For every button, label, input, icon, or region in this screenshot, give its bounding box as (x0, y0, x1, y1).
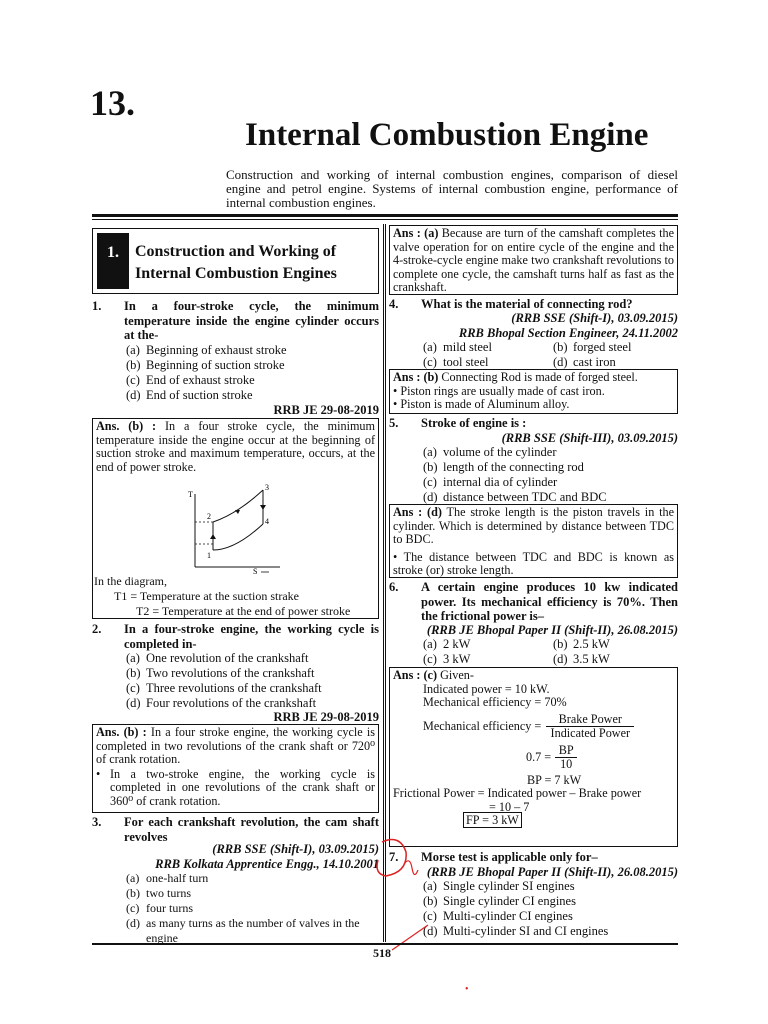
chapter-number: 13. (90, 83, 135, 123)
chapter-intro: Construction and working of internal combustion engines, comparison of diesel engine and petrol engine. Systems of internal combustion engine, performance of internal combustion engines. (226, 167, 678, 210)
question-2-answer: Ans. (b) : In a four stroke engine, the working cycle is completed in two revolutions of the crank shaft or 720⁰ of crank rotation. • In a two-stroke engine, the working cycle is completed in one revolutions of the crank shaft or 360⁰ of crank rotation. (92, 724, 379, 813)
question-2-source: RRB JE 29-08-2019 (273, 710, 379, 724)
question-5-options (423, 445, 678, 505)
question-3-source-1: (RRB SSE (Shift-I), 03.09.2015) (212, 842, 379, 856)
option-continuation: engine (146, 931, 178, 945)
svg-text:2: 2 (207, 512, 211, 521)
question-3: 3. For each crankshaft revolution, the cam shaft revolves (92, 815, 379, 844)
question-4-source-2: RRB Bhopal Section Engineer, 24.11.2002 (458, 326, 678, 340)
question-6: 6. A certain engine produces 10 kw indicated power. Its mechanical efficiency is 70%. Then the frictional power is– (389, 580, 678, 623)
question-1-options (126, 343, 376, 403)
option: (d) as many turns as the number of valves in the (126, 916, 360, 930)
option: (a) Beginning of exhaust stroke (126, 343, 287, 357)
option: (d) Multi-cylinder SI and CI engines (423, 924, 609, 938)
question-4-answer: Ans : (b) Connecting Rod is made of forged steel. • Piston rings are usually made of cast iron. • Piston is made of Aluminum alloy. (389, 369, 678, 414)
svg-text:S: S (253, 567, 258, 576)
footer-rule (92, 943, 678, 945)
question-4: 4. What is the material of connecting rod? (389, 297, 633, 311)
ts-diagram (185, 482, 285, 576)
option: (d) 3.5 kW (553, 652, 610, 666)
option: (b) two turns (126, 886, 191, 900)
option: (a) volume of the cylinder (423, 445, 557, 459)
svg-text:3: 3 (265, 483, 269, 492)
diagram-t1: T1 = Temperature at the suction strake (114, 589, 299, 603)
question-7-options (423, 879, 678, 939)
option: (a) mild steel (423, 340, 492, 354)
question-6-options (423, 637, 678, 667)
question-7-source: (RRB JE Bhopal Paper II (Shift-II), 26.08.2015) (426, 865, 678, 879)
question-7: 7. Morse test is applicable only for– (389, 850, 598, 864)
option: (a) 2 kW (423, 637, 471, 651)
question-4-source-1: (RRB SSE (Shift-I), 03.09.2015) (511, 311, 678, 325)
question-1-source: RRB JE 29-08-2019 (273, 403, 379, 417)
svg-text:T: T (188, 490, 193, 499)
option: (d) cast iron (553, 355, 616, 369)
section-number: 1. (97, 233, 129, 289)
option: (c) End of exhaust stroke (126, 373, 255, 387)
option: (b) Beginning of suction stroke (126, 358, 285, 372)
question-5-answer: Ans : (d) The stroke length is the piston travels in the cylinder. Which is determined by distance between TDC to BDC. • The distance between TDC and BDC is known as stroke (or) stroke length. (389, 504, 678, 578)
option: (c) Multi-cylinder CI engines (423, 909, 573, 923)
option: (c) tool steel (423, 355, 489, 369)
question-2-options (126, 651, 376, 711)
question-3-source-2: RRB Kolkata Apprentice Engg., 14.10.2001 (155, 857, 379, 871)
page-number: 518 (373, 946, 391, 960)
option: (a) One revolution of the crankshaft (126, 651, 309, 665)
question-6-source: (RRB JE Bhopal Paper II (Shift-II), 26.08.2015) (426, 623, 678, 637)
section-title: Construction and Working of Internal Combustion Engines (135, 243, 337, 282)
option: (d) distance between TDC and BDC (423, 490, 607, 504)
question-6-answer: Ans : (c) Given- Indicated power = 10 kW. Mechanical efficiency = 70% Mechanical efficiency = Brake Power Indicated Power 0.7 = $\frac{BP}{10}$ BP = 7 kW Frictional Power = Indicated power – Brake power = 10 – 7 FP = 3 kW (389, 667, 678, 847)
option: (b) Single cylinder CI engines (423, 894, 576, 908)
question-3-options (126, 871, 380, 946)
diagram-t2: T2 = Temperature at the end of power stroke (136, 604, 351, 618)
svg-text:1: 1 (207, 551, 211, 560)
question-1-answer: Ans. (b) : In a four stroke cycle, the minimum temperature inside the engine occur at the beginning of suction stroke and maximum temperature, occurs, at the end of power stroke. (92, 418, 379, 619)
header-rule-thin (92, 219, 678, 220)
option: (b) forged steel (553, 340, 632, 354)
diagram-intro: In the diagram, (94, 574, 167, 588)
option: (b) 2.5 kW (553, 637, 610, 651)
option: (b) Two revolutions of the crankshaft (126, 666, 315, 680)
option: (d) End of suction stroke (126, 388, 253, 402)
pen-dot: • (465, 984, 469, 995)
option: (a) one-half turn (126, 871, 209, 885)
option: (c) Three revolutions of the crankshaft (126, 681, 322, 695)
option: (c) internal dia of cylinder (423, 475, 558, 489)
section-heading (92, 228, 379, 294)
option: (d) Four revolutions of the crankshaft (126, 696, 317, 710)
question-3-answer: Ans : (a) Because are turn of the camshaft completes the valve operation for on entire cycle of the engine and the 4-stroke-cycle engine make two crankshaft revolutions to complete one cycle, the camshaft turns half as fast as the crankshaft. (389, 225, 678, 295)
question-4-options (423, 340, 678, 370)
option: (c) four turns (126, 901, 193, 915)
question-5: 5. Stroke of engine is : (389, 416, 527, 430)
header-rule-thick (92, 214, 678, 217)
chapter-title: Internal Combustion Engine (245, 117, 649, 153)
question-1: 1. In a four-stroke cycle, the minimum temperature inside the engine cylinder occurs at the- (92, 299, 379, 342)
svg-text:4: 4 (265, 517, 269, 526)
option: (b) length of the connecting rod (423, 460, 584, 474)
pen-annotation (360, 830, 440, 960)
question-5-source: (RRB SSE (Shift-III), 03.09.2015) (501, 431, 678, 445)
question-2: 2. In a four-stroke engine, the working cycle is completed in- (92, 622, 379, 651)
option: (a) Single cylinder SI engines (423, 879, 575, 893)
option: (c) 3 kW (423, 652, 471, 666)
